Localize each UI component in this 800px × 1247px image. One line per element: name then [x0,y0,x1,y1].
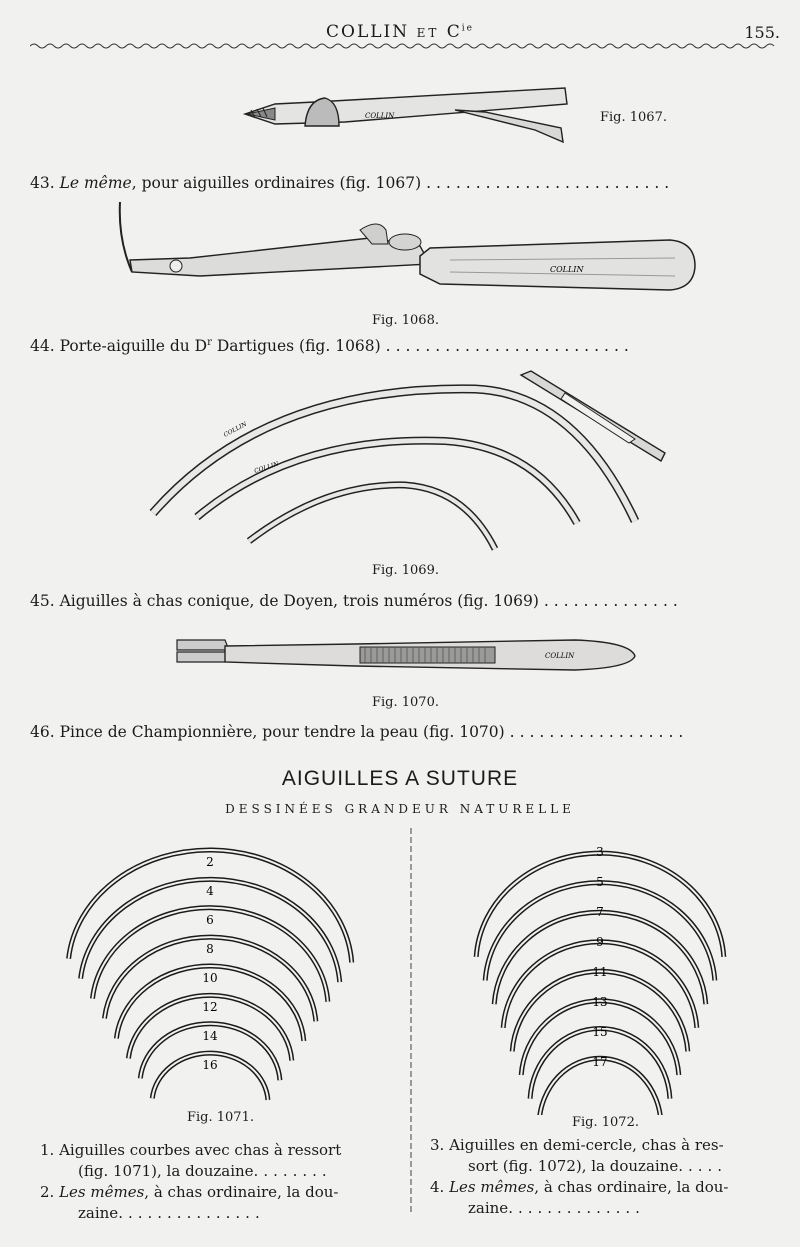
needle-label-13: 13 [592,995,608,1009]
fig-1072-caption: Fig. 1072. [572,1115,639,1130]
right-item-3-text1: Aiguilles en demi-cercle, chas à res- [449,1136,724,1154]
item-46-number: 46. [30,723,55,741]
engraving-collin-1069a: COLLIN [222,420,249,439]
needle-label-7: 7 [596,905,604,919]
left-item-2-line1 [40,1182,370,1203]
left-item-1-line1 [40,1140,370,1161]
title-sup: ie [461,23,474,34]
needle-label-8: 8 [206,942,214,956]
needle-label-11: 11 [592,965,608,979]
needle-label-4: 4 [206,884,214,898]
fig-1068-caption: Fig. 1068. [372,313,439,328]
left-item-2-line2 [40,1203,370,1224]
item-43-italic: Le même [59,174,132,192]
needle-label-12: 12 [202,1000,218,1014]
needle-label-5: 5 [596,875,604,889]
right-item-4-italic: Les mêmes [449,1178,535,1196]
leader-dots: ........ [253,1162,332,1180]
header-wavy-rule [30,40,775,52]
running-title [0,22,800,42]
title-collin: COLLIN [326,22,410,42]
item-44-text-b: Dartigues (fig. 1068) [211,337,381,356]
needle-label-2: 2 [206,855,214,869]
needle-holder-1068-illustration [110,200,700,300]
leader-dots: ......................... [426,174,675,192]
right-item-4-text2: zaine [468,1199,509,1217]
needle-holder-1067-illustration [235,80,575,155]
left-item-1-text1: Aiguilles courbes avec chas à ressort [59,1141,342,1159]
needle-label-16: 16 [202,1058,218,1072]
section-title: AIGUILLES A SUTURE [281,767,519,790]
needle-11 [512,971,688,1051]
right-item-4-text1: , à chas ordinaire, la dou- [534,1178,729,1196]
fig-1067-caption: Fig. 1067. [600,110,667,125]
title-et: ET [416,26,440,40]
column-divider [409,828,413,1213]
engraving-collin-1068: COLLIN [550,265,584,274]
leader-dots: .................. [509,723,689,741]
needle-7 [494,912,706,1004]
leader-dots: .............. [508,1199,645,1217]
doyen-needles-1069-illustration [145,365,675,555]
item-43-number: 43. [30,174,55,192]
left-item-1-line2 [40,1161,370,1182]
item-44-text-a: Porte-aiguille du D [59,337,208,356]
needle-label-14: 14 [202,1029,218,1043]
forceps-1070-illustration [175,630,640,680]
item-43 [30,174,674,192]
needle-label-9: 9 [596,935,604,949]
needle-label-17: 17 [592,1055,608,1069]
right-item-4-line2 [430,1198,770,1219]
item-44-sup: r [207,337,212,348]
left-item-1-text2: (fig. 1071), la douzaine [78,1162,254,1180]
engraving-collin-1069b: COLLIN [253,460,280,475]
right-item-4-number: 4. [430,1178,445,1196]
right-item-3-number: 3. [430,1136,445,1154]
curved-needles-1071-illustration [60,840,370,1110]
right-item-3-line2 [430,1156,770,1177]
needle-9 [503,942,697,1028]
leader-dots: .............. [543,592,683,610]
item-45-text: Aiguilles à chas conique, de Doyen, trois numéros (fig. 1069) [59,592,539,610]
item-45 [30,592,683,610]
right-item-4-line1 [430,1177,770,1198]
item-46 [30,723,688,741]
item-46-text: Pince de Championnière, pour tendre la peau (fig. 1070) [59,723,505,741]
engraving-collin-1067: COLLIN [365,112,395,120]
right-item-3-line1 [430,1135,770,1156]
needle-label-10: 10 [202,971,218,985]
fig-1069-caption: Fig. 1069. [372,563,439,578]
needle-9-highlight [503,942,697,1028]
halfcircle-needles-1072-illustration [470,830,750,1115]
left-column-text [40,1140,370,1224]
fig-1071-caption: Fig. 1071. [187,1110,254,1125]
needle-11-highlight [512,971,688,1051]
page-number: 155. [744,23,780,42]
leader-dots: ..... [678,1157,728,1175]
left-item-2-text2: zaine [78,1204,119,1222]
left-item-2-italic: Les mêmes [59,1183,145,1201]
item-44-number: 44. [30,337,55,356]
leader-dots: ......................... [385,337,634,356]
left-item-2-number: 2. [40,1183,55,1201]
leader-dots: ............... [118,1204,265,1222]
item-43-text: , pour aiguilles ordinaires (fig. 1067) [131,174,422,192]
left-item-1-number: 1. [40,1141,55,1159]
item-44 [30,337,634,355]
engraving-collin-1070: COLLIN [545,652,575,660]
left-item-2-text1: , à chas ordinaire, la dou- [144,1183,339,1201]
fig-1070-caption: Fig. 1070. [372,695,439,710]
needle-label-3: 3 [596,845,604,859]
needle-label-6: 6 [206,913,214,927]
needle-label-15: 15 [592,1025,608,1039]
item-45-number: 45. [30,592,55,610]
right-item-3-text2: sort (fig. 1072), la douzaine [468,1157,679,1175]
right-column-text [430,1135,770,1219]
needle-7-highlight [494,912,706,1004]
section-subtitle: DESSINÉES GRANDEUR NATURELLE [225,802,575,816]
title-c: C [446,22,462,42]
